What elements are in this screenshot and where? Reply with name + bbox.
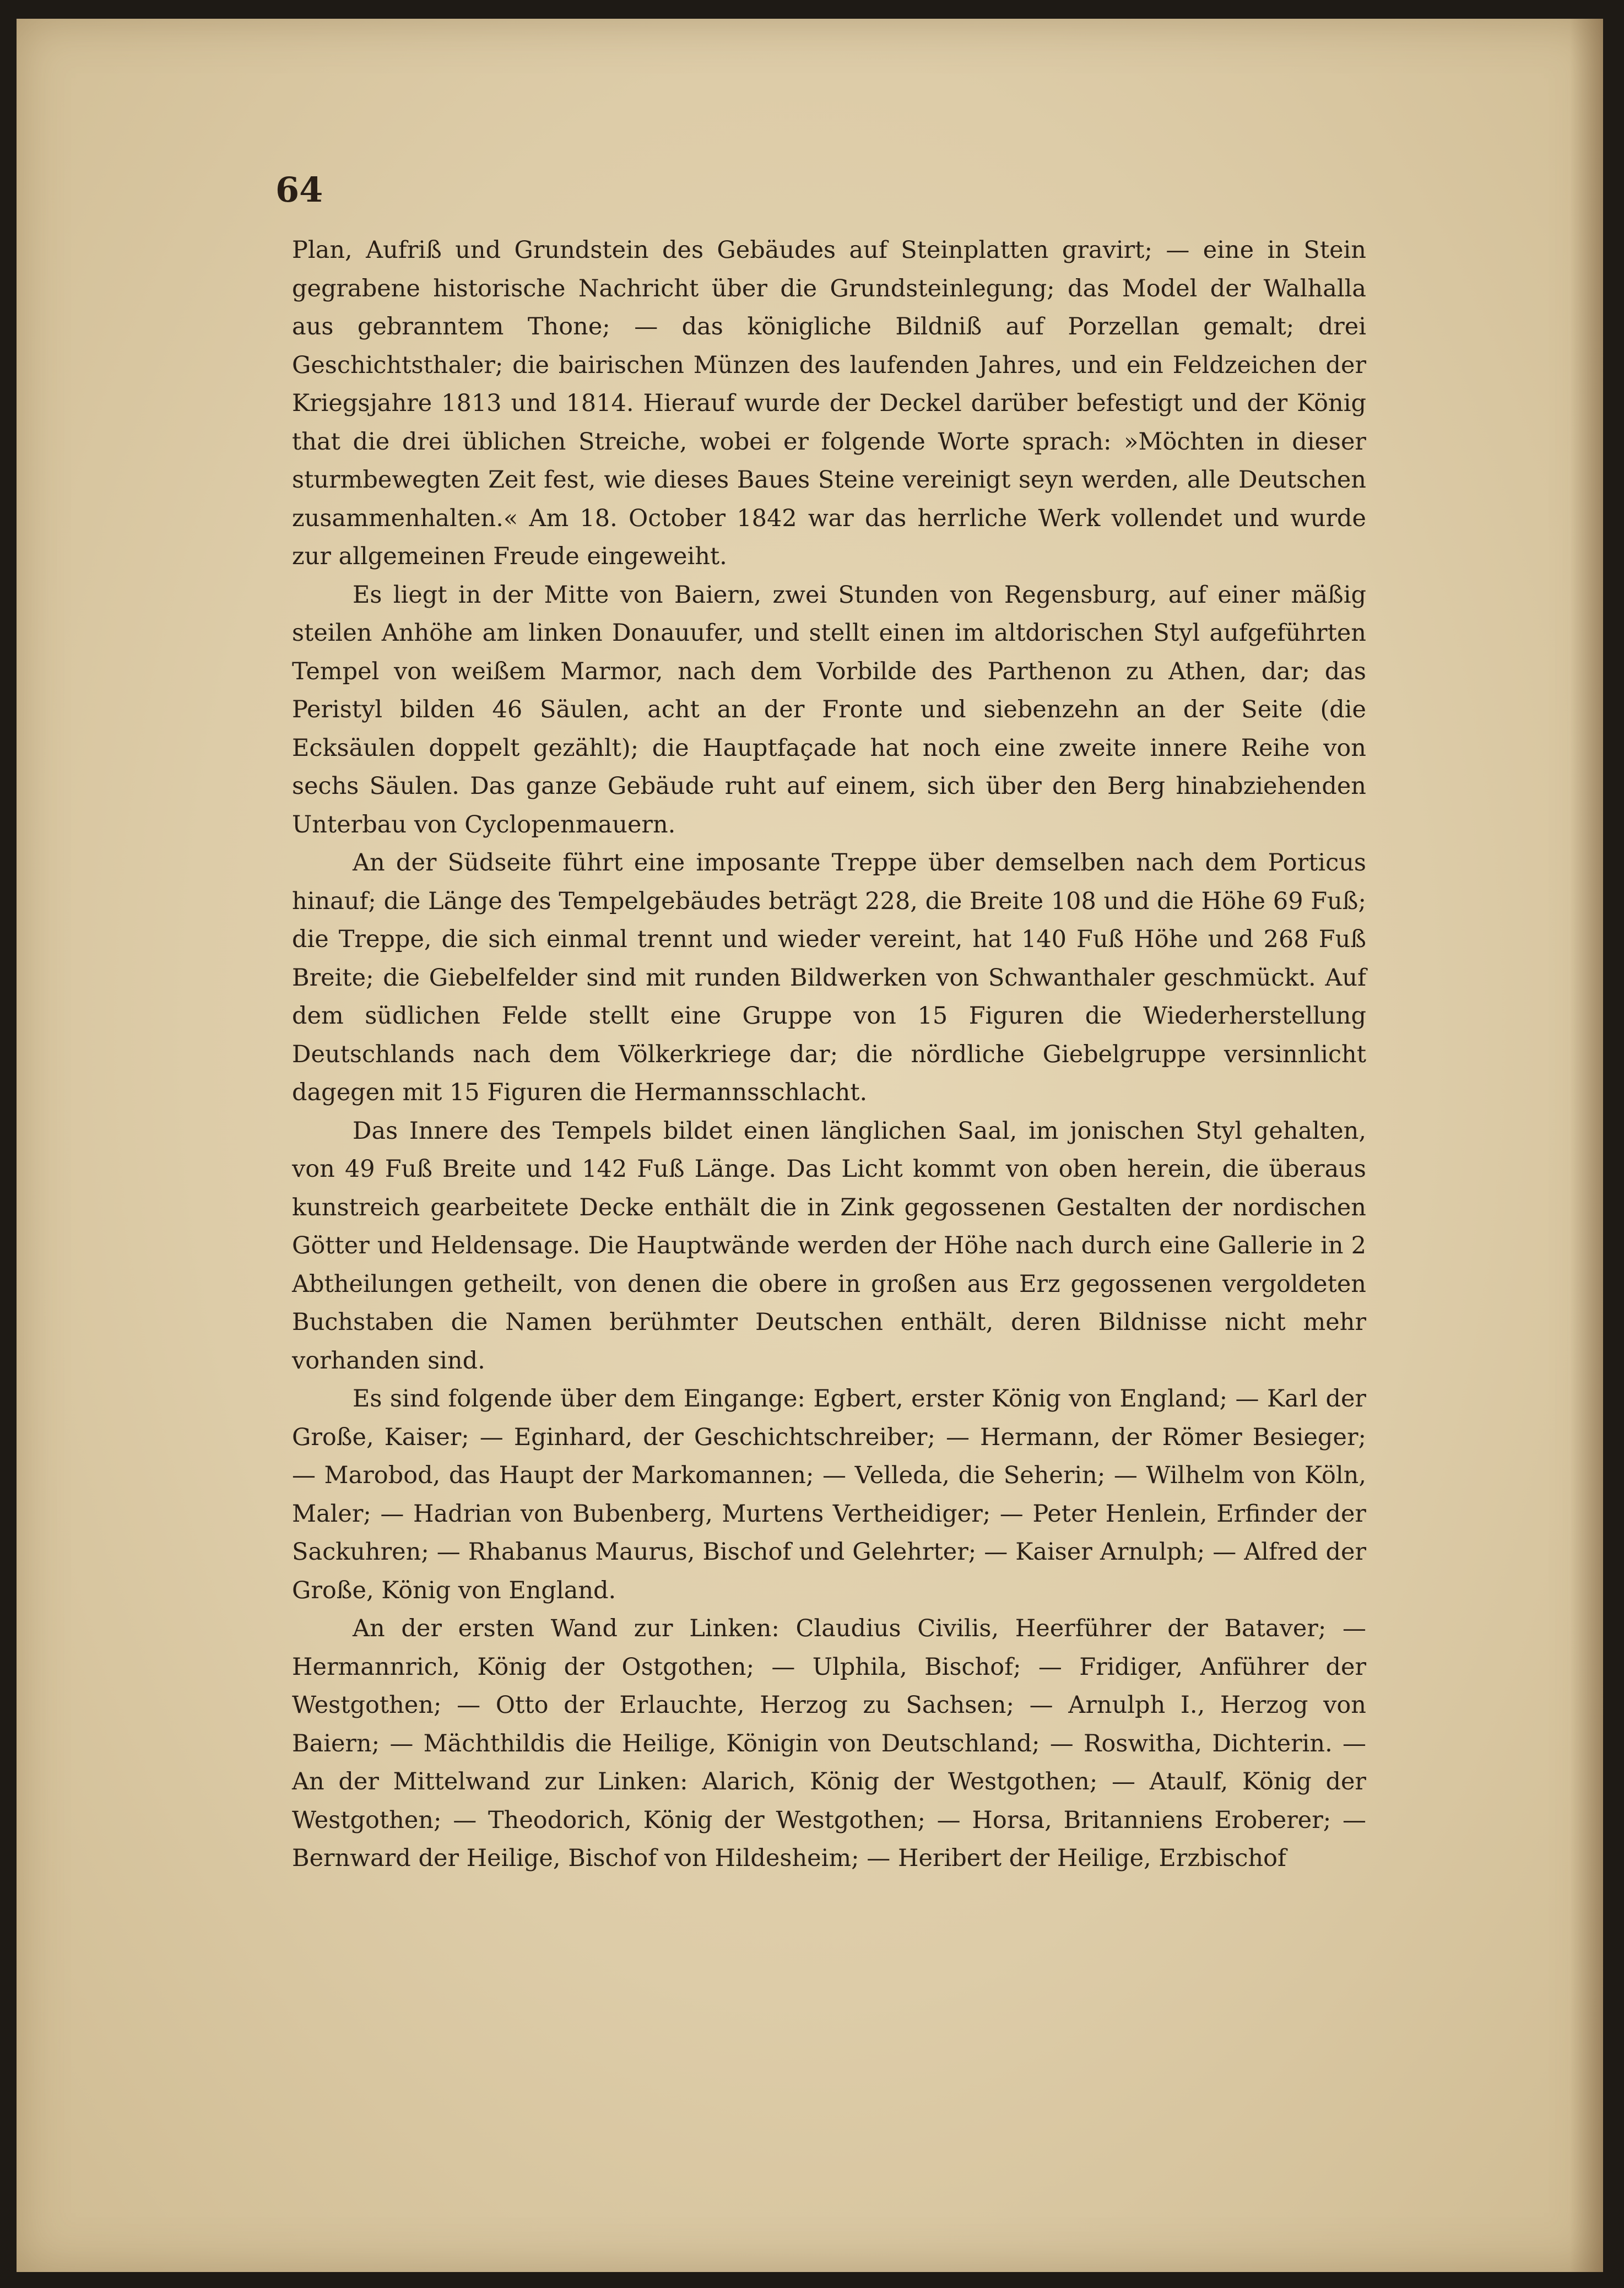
paragraph: Plan, Aufriß und Grundstein des Gebäudes auf Steinplatten gravirt; — eine in Stein gegrabene historische Nachricht über die Grundsteinlegung; das Model der Walhalla aus gebranntem Thone; — das königliche Bildniß auf Porzellan gemalt; drei Geschichtsthaler; die bairischen Münzen des laufenden Jahres, und ein Feldzeichen der Kriegsjahre 1813 und 1814. Hierauf wurde der Deckel darüber befestigt und der König that die drei üblichen Streiche, wobei er folgende Worte sprach: »Möchten in dieser sturmbewegten Zeit fest, wie dieses Baues Steine vereinigt seyn werden, alle Deutschen zusammenhalten.« Am 18. October 1842 war das herrliche Werk vollendet und wurde zur allgemeinen Freude eingeweiht. [292, 236, 1366, 570]
paragraph: Es sind folgende über dem Eingange: Egbert, erster König von England; — Karl der Große, Kaiser; — Eginhard, der Geschichtschreiber; — Hermann, der Römer Besieger; — Marobod, das Haupt der Markomannen; — Velleda, die Seherin; — Wilhelm von Köln, Maler; — Hadrian von Bubenberg, Murtens Vertheidiger; — Peter Henlein, Erfinder der Sackuhren; — Rhabanus Maurus, Bischof und Gelehrter; — Kaiser Arnulph; — Alfred der Große, König von England. [292, 1385, 1366, 1604]
paragraph: An der Südseite führt eine imposante Treppe über demselben nach dem Porticus hinauf; die Länge des Tempelgebäudes beträgt 228, die Breite 108 und die Höhe 69 Fuß; die Treppe, die sich einmal trennt und wieder vereint, hat 140 Fuß Höhe und 268 Fuß Breite; die Giebelfelder sind mit runden Bildwerken von Schwanthaler geschmückt. Auf dem südlichen Felde stellt eine Gruppe von 15 Figuren die Wiederherstellung Deutschlands nach dem Völkerkriege dar; die nördliche Giebelgruppe versinnlicht dagegen mit 15 Figuren die Hermannsschlacht. [292, 849, 1366, 1106]
paragraph: Es liegt in der Mitte von Baiern, zwei Stunden von Regensburg, auf einer mäßig steilen Anhöhe am linken Donauufer, und stellt einen im altdorischen Styl aufgeführten Tempel von weißem Marmor, nach dem Vorbilde des Parthenon zu Athen, dar; das Peristyl bilden 46 Säulen, acht an der Fronte und siebenzehn an der Seite (die Ecksäulen doppelt gezählt); die Hauptfaçade hat noch eine zweite innere Reihe von sechs Säulen. Das ganze Gebäude ruht auf einem, sich über den Berg hinabziehenden Unterbau von Cyclopenmauern. [292, 581, 1366, 839]
binding-shadow [1570, 19, 1603, 2272]
page-text [292, 231, 1366, 1878]
paragraph: An der ersten Wand zur Linken: Claudius Civilis, Heerführer der Bataver; — Hermannrich, König der Ostgothen; — Ulphila, Bischof; — Fridiger, Anführer der Westgothen; — Otto der Erlauchte, Herzog zu Sachsen; — Arnulph I., Herzog von Baiern; — Mächthildis die Heilige, Königin von Deutschland; — Roswitha, Dichterin. — An der Mittelwand zur Linken: Alarich, König der Westgothen; — Ataulf, König der Westgothen; — Theodorich, König der Westgothen; — Horsa, Britanniens Eroberer; — Bernward der Heilige, Bischof von Hildesheim; — Heribert der Heilige, Erzbischof [292, 1615, 1366, 1872]
page-number: 64 [275, 170, 323, 210]
paragraph: Das Innere des Tempels bildet einen länglichen Saal, im jonischen Styl gehalten, von 49 Fuß Breite und 142 Fuß Länge. Das Licht kommt von oben herein, die überaus kunstreich gearbeitete Decke enthält die in Zink gegossenen Gestalten der nordischen Götter und Heldensage. Die Hauptwände werden der Höhe nach durch eine Gallerie in 2 Abtheilungen getheilt, von denen die obere in großen aus Erz gegossenen vergoldeten Buchstaben die Namen berühmter Deutschen enthält, deren Bildnisse nicht mehr vorhanden sind. [292, 1117, 1366, 1375]
